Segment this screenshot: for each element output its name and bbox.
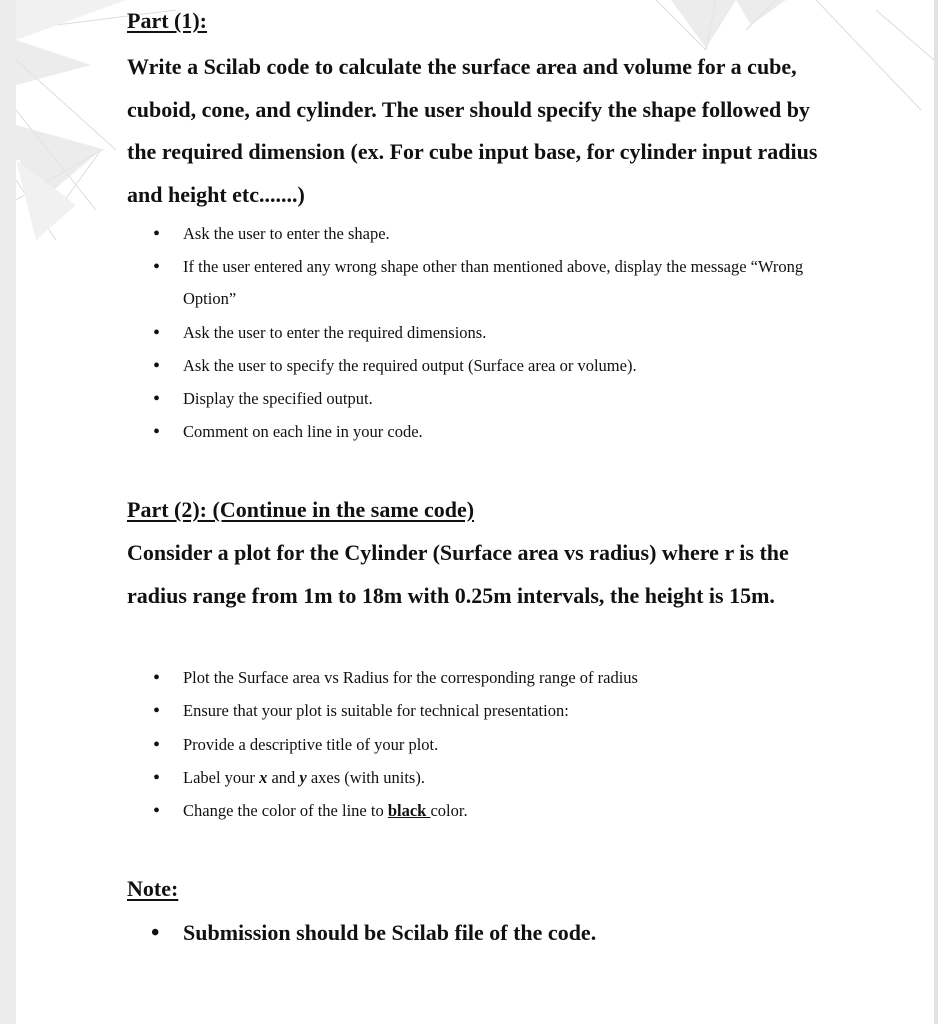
list-item: • If the user entered any wrong shape other than mentioned above, display the message “Wrong Option” <box>127 251 847 315</box>
line-color-after: color. <box>430 801 468 821</box>
line-color-before: Change the color of the line to <box>183 801 388 821</box>
list-item: • Submission should be Scilab file of the code. <box>127 916 847 950</box>
list-item: • Display the specified output. <box>127 383 847 415</box>
part1-heading: Part (1): <box>127 8 208 33</box>
part2-paragraph: Consider a plot for the Cylinder (Surface area vs radius) where r is the radius range from 1m to 18m with 0.25m intervals, the height is 15m. <box>127 540 789 608</box>
note-bullet-list <box>127 916 847 951</box>
list-item-line-color <box>127 795 847 827</box>
part2-heading: Part (2): (Continue in the same code) <box>127 497 475 522</box>
list-item: • Provide a descriptive title of your plot. <box>127 729 847 761</box>
document-page <box>16 0 934 1024</box>
page-edge-shadow <box>934 0 938 1024</box>
note-heading: Note: <box>127 876 179 901</box>
black-emphasis: black <box>387 801 431 821</box>
y-axis-symbol: y <box>299 767 307 787</box>
label-axes-and: and <box>267 767 300 787</box>
list-item: • Ask the user to enter the shape. <box>127 218 847 250</box>
list-item: • Ask the user to enter the required dimensions. <box>127 317 847 349</box>
x-axis-symbol: x <box>259 767 268 787</box>
label-axes-before: Label your <box>183 767 260 787</box>
part1-bullet-list <box>127 218 847 450</box>
list-item: • Comment on each line in your code. <box>127 416 847 448</box>
list-item: • Ensure that your plot is suitable for technical presentation: <box>127 695 847 727</box>
label-axes-after: axes (with units). <box>306 767 425 787</box>
part2-bullet-list <box>127 662 847 828</box>
list-item: • Ask the user to specify the required output (Surface area or volume). <box>127 350 847 382</box>
list-item-label-axes <box>127 762 847 794</box>
part1-paragraph: Write a Scilab code to calculate the surface area and volume for a cube, cuboid, cone, and cylinder. The user should specify the shape followed by the required dimension (ex. For cube input base, for cylinder input radius and height etc.......) <box>127 54 818 207</box>
list-item: • Plot the Surface area vs Radius for the corresponding range of radius <box>127 662 847 694</box>
